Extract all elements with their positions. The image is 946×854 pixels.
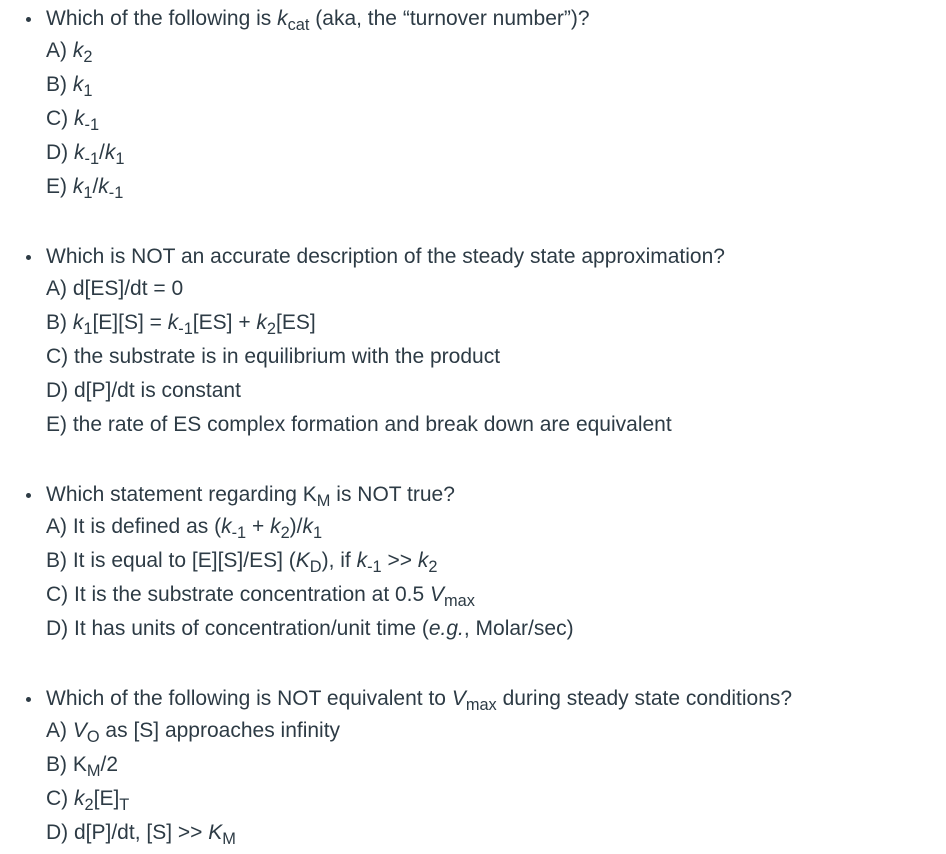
option-b: B) $k_1[E][S] = k_{-1}[ES] + k_2[ES]$ bbox=[46, 311, 316, 338]
question-1-stem: Which of the following is $k_{cat}$ (aka, the “turnover number”)? bbox=[0, 4, 946, 34]
option-c: C) $k_{-1}$ bbox=[46, 107, 100, 134]
question-2 bbox=[0, 242, 946, 442]
option-d: D) $k_{-1}/k_1$ bbox=[46, 141, 125, 168]
option-a: A) It is defined as $(k_{-1} + k_2)/k_1$ bbox=[46, 515, 323, 542]
option-e: E) $k_1/k_{-1}$ bbox=[46, 175, 124, 202]
option-b: B) It is equal to [E][S]/ES] $(K_D)$, if $k_{-1} >> k_2$ bbox=[46, 549, 438, 576]
bullet-icon bbox=[26, 17, 31, 22]
option-d: D) d[P]/dt, $[S] >> K_M$ bbox=[46, 821, 236, 848]
option-a: A) $V_O$ as [S] approaches infinity bbox=[46, 719, 341, 746]
question-1 bbox=[0, 4, 946, 204]
option-c: C) It is the substrate concentration at 0.5 $V_{max}$ bbox=[46, 583, 475, 610]
option-a: A) d[ES]/dt = 0 bbox=[46, 277, 184, 300]
option-d: D) It has units of concentration/unit time (e.g., Molar/sec) bbox=[46, 617, 574, 640]
bullet-icon bbox=[26, 493, 31, 498]
bullet-icon bbox=[26, 697, 31, 702]
option-c: C) $k_2[E]_T$ bbox=[46, 787, 130, 814]
option-b: B) $k_1$ bbox=[46, 73, 93, 100]
option-d: D) d[P]/dt is constant bbox=[46, 379, 241, 402]
option-e: E) the rate of ES complex formation and break down are equivalent bbox=[46, 413, 672, 436]
bullet-icon bbox=[26, 255, 31, 260]
option-a: A) $k_2$ bbox=[46, 39, 93, 66]
question-4 bbox=[0, 684, 946, 850]
question-3-stem: Which statement regarding $K_M$ is NOT true? bbox=[0, 480, 946, 510]
option-c: C) the substrate is in equilibrium with the product bbox=[46, 345, 501, 368]
option-b: B) $K_M/2$ bbox=[46, 753, 118, 780]
question-4-stem: Which of the following is NOT equivalent to $V_{max}$ during steady state conditions? bbox=[0, 684, 946, 714]
question-2-stem: Which is NOT an accurate description of the steady state approximation? bbox=[0, 242, 946, 272]
question-3 bbox=[0, 480, 946, 646]
